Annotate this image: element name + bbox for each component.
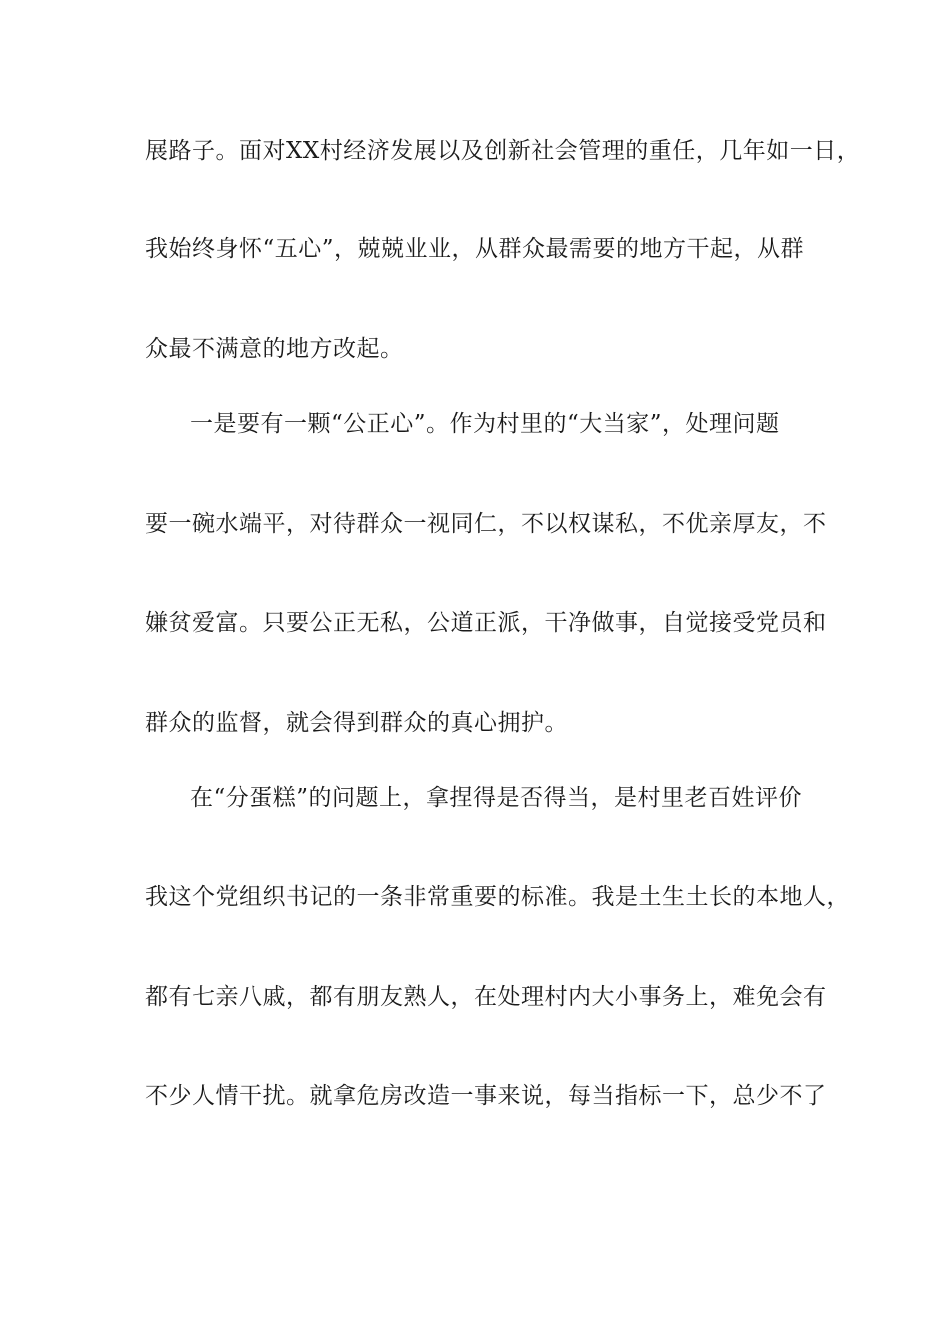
text-line-7: 群众的监督，就会得到群众的真心拥护。	[145, 710, 568, 736]
text-line-11: 不少人情干扰。就拿危房改造一事来说，每当指标一下，总少不了	[145, 1083, 827, 1109]
text-line-1: 展路子。面对XX村经济发展以及创新社会管理的重任，几年如一日，	[145, 138, 861, 164]
text-line-3: 众最不满意的地方改起。	[145, 336, 404, 362]
text-line-6: 嫌贫爱富。只要公正无私，公道正派，干净做事，自觉接受党员和	[145, 610, 827, 636]
text-line-2: 我始终身怀“五心”，兢兢业业，从群众最需要的地方干起，从群	[145, 236, 805, 262]
text-line-5: 要一碗水端平，对待群众一视同仁，不以权谋私，不优亲厚友，不	[145, 511, 827, 537]
text-line-9: 我这个党组织书记的一条非常重要的标准。我是土生土长的本地人，	[145, 884, 850, 910]
text-line-4: 一是要有一颗“公正心”。作为村里的“大当家”，处理问题	[190, 411, 780, 437]
text-line-8: 在“分蛋糕”的问题上，拿捏得是否得当，是村里老百姓评价	[190, 785, 803, 811]
text-line-10: 都有七亲八戚，都有朋友熟人，在处理村内大小事务上，难免会有	[145, 984, 827, 1010]
